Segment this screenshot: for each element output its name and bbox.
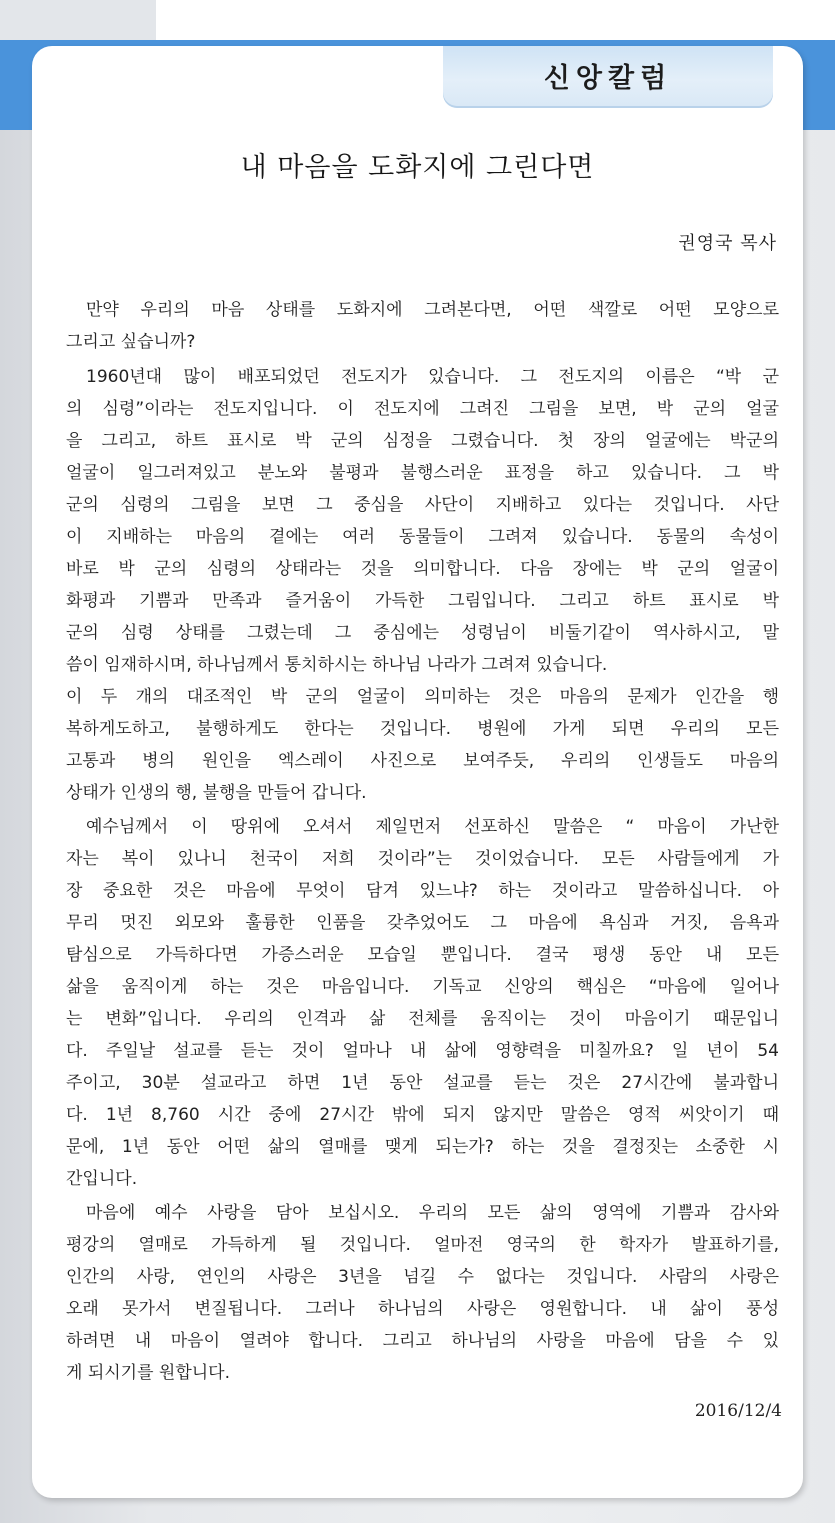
text-line: 오래 못가서 변질됩니다. 그러나 하나님의 사랑은 영원합니다. 내 삶이 풍성 <box>66 1299 779 1319</box>
article-title: 내 마음을 도화지에 그린다면 <box>240 152 595 183</box>
text-line: 군의 심령의 그림을 보면 그 중심을 사단이 지배하고 있다는 것입니다. 사단 <box>66 495 779 515</box>
text-line: 장 중요한 것은 마음에 무엇이 담겨 있느냐? 하는 것이라고 말씀하십니다. 아 <box>66 881 779 901</box>
text-line: 이 두 개의 대조적인 박 군의 얼굴이 의미하는 것은 마음의 문제가 인간을 행 <box>66 687 779 707</box>
text-line: 인간의 사랑, 연인의 사랑은 3년을 넘길 수 없다는 것입니다. 사람의 사랑은 <box>66 1267 779 1287</box>
text-line: 탐심으로 가득하다면 가증스러운 모습일 뿐입니다. 결국 평생 동안 내 모든 <box>66 945 779 965</box>
text-line: 의 심령”이라는 전도지입니다. 이 전도지에 그려진 그림을 보면, 박 군의 얼굴 <box>66 399 779 419</box>
text-line: 평강의 열매로 가득하게 될 것입니다. 얼마전 영국의 한 학자가 발표하기를, <box>66 1235 779 1255</box>
text-line: 고통과 병의 원인을 엑스레이 사진으로 보여주듯, 우리의 인생들도 마음의 <box>66 751 779 771</box>
text-line: 그리고 싶습니까? <box>66 332 196 352</box>
publish-date: 2016/12/4 <box>694 1401 782 1421</box>
text-line: 1960년대 많이 배포되었던 전도지가 있습니다. 그 전도지의 이름은 “박 군 <box>86 367 779 387</box>
text-line: 문에, 1년 동안 어떤 삶의 열매를 맺게 되는가? 하는 것을 결정짓는 소중한 시 <box>66 1137 779 1157</box>
text-line: 복하게도하고, 불행하게도 한다는 것입니다. 병원에 가게 되면 우리의 모든 <box>66 719 779 739</box>
text-line: 삶을 움직이게 하는 것은 마음입니다. 기독교 신앙의 핵심은 “마음에 일어나 <box>66 977 779 997</box>
text-line: 자는 복이 있나니 천국이 저희 것이라”는 것이었습니다. 모든 사람들에게 가 <box>66 849 779 869</box>
text-line: 다. 1년 8,760 시간 중에 27시간 밖에 되지 않지만 말씀은 영적 씨앗이기 때 <box>66 1105 779 1125</box>
text-line: 무리 멋진 외모와 훌륭한 인품을 갖추었어도 그 마음에 욕심과 거짓, 음욕과 <box>66 913 779 933</box>
left-margin-strip <box>0 0 156 40</box>
text-line: 마음에 예수 사랑을 담아 보십시오. 우리의 모든 삶의 영역에 기쁨과 감사와 <box>86 1203 779 1223</box>
text-line: 하려면 내 마음이 열려야 합니다. 그리고 하나님의 사랑을 마음에 담을 수 있 <box>66 1331 779 1351</box>
text-line: 간입니다. <box>66 1169 138 1189</box>
text-line: 얼굴이 일그러져있고 분노와 불평과 불행스러운 표정을 하고 있습니다. 그 박 <box>66 463 779 483</box>
text-line: 예수님께서 이 땅위에 오셔서 제일먼저 선포하신 말씀은 “ 마음이 가난한 <box>86 817 779 837</box>
text-line: 이 지배하는 마음의 곁에는 여러 동물들이 그려져 있습니다. 동물의 속성이 <box>66 527 779 547</box>
text-line: 화평과 기쁨과 만족과 즐거움이 가득한 그림입니다. 그리고 하트 표시로 박 <box>66 591 779 611</box>
text-line: 군의 심령 상태를 그렸는데 그 중심에는 성령님이 비둘기같이 역사하시고, 말 <box>66 623 779 643</box>
text-line: 는 변화”입니다. 우리의 인격과 삶 전체를 움직이는 것이 마음이기 때문입니 <box>66 1009 779 1029</box>
text-line: 바로 박 군의 심령의 상태라는 것을 의미합니다. 다음 장에는 박 군의 얼굴이 <box>66 559 779 579</box>
section-tab <box>443 46 773 108</box>
text-line: 씀이 임재하시며, 하나님께서 통치하시는 하나님 나라가 그려져 있습니다. <box>66 655 608 675</box>
text-line: 다. 주일날 설교를 듣는 것이 얼마나 내 삶에 영향력을 미칠까요? 일 년이 54 <box>66 1041 779 1061</box>
text-line: 상태가 인생의 행, 불행을 만들어 갑니다. <box>66 783 367 803</box>
text-line: 만약 우리의 마음 상태를 도화지에 그려본다면, 어떤 색깔로 어떤 모양으로 <box>86 300 779 320</box>
text-line: 게 되시기를 원합니다. <box>66 1363 231 1383</box>
text-line: 주이고, 30분 설교라고 하면 1년 동안 설교를 듣는 것은 27시간에 불과합니 <box>66 1073 779 1093</box>
section-label: 신앙칼럼 <box>543 63 673 94</box>
text-line: 을 그리고, 하트 표시로 박 군의 심정을 그렸습니다. 첫 장의 얼굴에는 박군의 <box>66 431 779 451</box>
article-author: 권영국 목사 <box>678 233 777 254</box>
